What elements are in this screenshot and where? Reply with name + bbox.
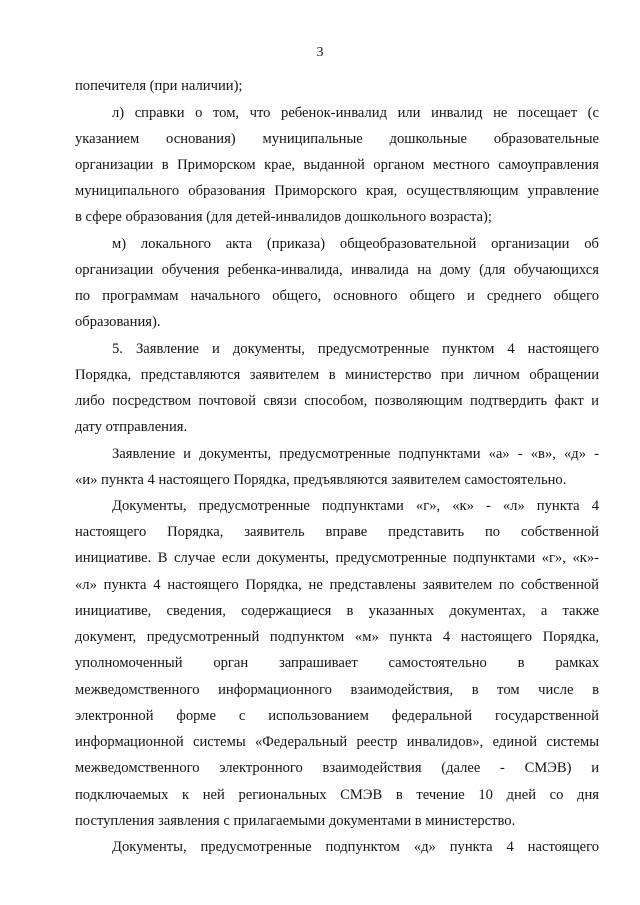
text-line: л) справки о том, что ребенок-инвалид или инвалид не посещает (с — [112, 105, 599, 121]
text-line: образования). — [75, 314, 161, 330]
text-line: 5. Заявление и документы, предусмотренные пунктом 4 настоящего — [112, 341, 599, 357]
text-line: «и» пункта 4 настоящего Порядка, предъявляются заявителем самостоятельно. — [75, 472, 567, 488]
text-line: либо посредством почтовой связи способом, позволяющим подтвердить факт и — [75, 393, 599, 409]
text-line: Документы, предусмотренные подпунктом «д» пункта 4 настоящего — [112, 839, 599, 855]
text-line: попечителя (при наличии); — [75, 78, 243, 94]
text-line: указанием основания) муниципальные дошкольные образовательные — [75, 131, 599, 147]
text-line: организации обучения ребенка-инвалида, инвалида на дому (для обучающихся — [75, 262, 599, 278]
text-line: Документы, предусмотренные подпунктами «г», «к» - «л» пункта 4 — [112, 498, 599, 514]
text-line: настоящего Порядка, заявитель вправе представить по собственной — [75, 524, 599, 540]
text-line: подключаемых к ней региональных СМЭВ в течение 10 дней со дня — [75, 787, 599, 803]
text-line: уполномоченный орган запрашивает самостоятельно в рамках — [75, 655, 599, 671]
text-line: Порядка, представляются заявителем в министерство при личном обращении — [75, 367, 599, 383]
text-line: поступления заявления с прилагаемыми документами в министерство. — [75, 813, 516, 829]
text-line: межведомственного информационного взаимодействия, в том числе в — [75, 682, 599, 698]
text-line: по программам начального общего, основного общего и среднего общего — [75, 288, 599, 304]
text-line: информационной системы «Федеральный реестр инвалидов», единой системы — [75, 734, 599, 750]
text-line: инициативе, сведения, содержащиеся в указанных документах, а также — [75, 603, 599, 619]
text-line: документ, предусмотренный подпунктом «м» пункта 4 настоящего Порядка, — [75, 629, 599, 645]
text-line: в сфере образования (для детей-инвалидов дошкольного возраста); — [75, 209, 492, 225]
text-line: дату отправления. — [75, 419, 188, 435]
text-line: м) локального акта (приказа) общеобразовательной организации об — [112, 236, 599, 252]
text-line: межведомственного электронного взаимодействия (далее - СМЭВ) и — [75, 760, 599, 776]
text-line: инициативе. В случае если документы, предусмотренные подпунктами «г», «к»- — [75, 550, 599, 566]
text-line: Заявление и документы, предусмотренные подпунктами «а» - «в», «д» - — [112, 446, 599, 462]
page-number: 3 — [316, 45, 324, 60]
text-line: «л» пункта 4 настоящего Порядка, не представлены заявителем по собственной — [75, 577, 599, 593]
text-line: организации в Приморском крае, выданной органом местного самоуправления — [75, 157, 599, 173]
text-line: электронной форме с использованием федеральной государственной — [75, 708, 599, 724]
text-line: муниципального образования Приморского края, осуществляющим управление — [75, 183, 599, 199]
